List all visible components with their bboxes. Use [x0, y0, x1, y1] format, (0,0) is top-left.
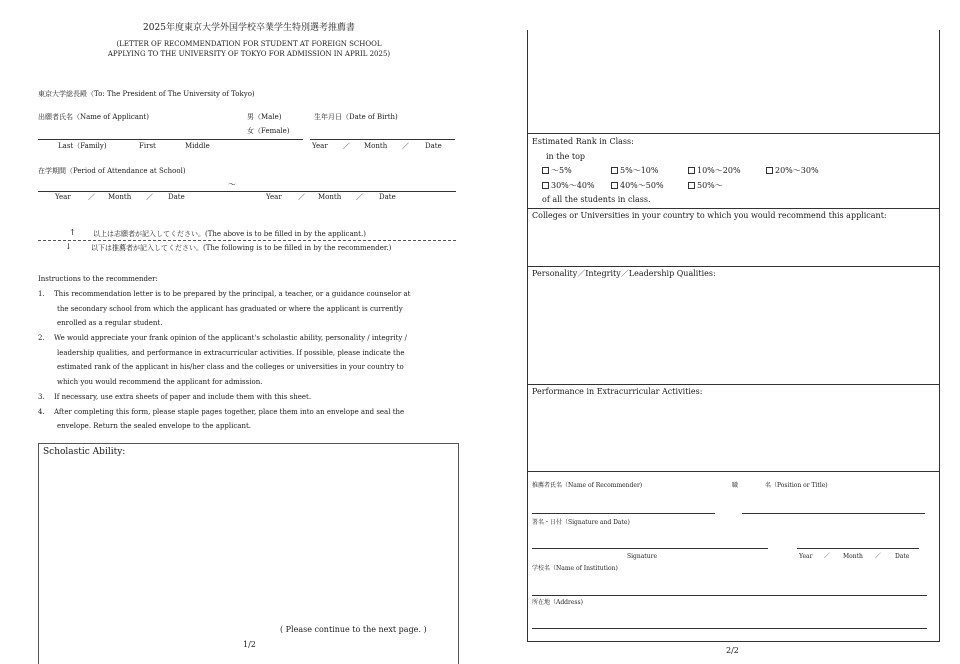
institution-line[interactable]	[532, 595, 927, 596]
checkbox-icon	[611, 167, 618, 174]
rank-option-label: 30%～40%	[551, 181, 595, 190]
rank-section-top	[527, 133, 940, 134]
name-middle-label: Middle	[185, 142, 210, 150]
up-arrow-icon: ↑	[69, 228, 76, 237]
rank-title[interactable]: Estimated Rank in Class:	[532, 137, 634, 146]
instruction-line: envelope. Return the sealed envelope to the applicant.	[57, 422, 252, 430]
instruction-number: 2.	[38, 334, 45, 342]
rank-option-50-up[interactable]	[688, 182, 723, 190]
extracurricular-label[interactable]: Performance in Extracurricular Activities:	[532, 387, 703, 396]
applicant-name-line[interactable]	[38, 139, 303, 140]
from-month-label: Month	[108, 193, 132, 201]
scholastic-ability-label: Scholastic Ability:	[43, 447, 126, 457]
colleges-label[interactable]: Colleges or Universities in your country to which you would recommend this applicant:	[532, 211, 887, 220]
instruction-number: 1.	[38, 290, 45, 298]
address-label: 所在地（Address)	[532, 599, 583, 606]
dob-year-label: Year	[312, 142, 328, 150]
period-tilde: ～	[228, 180, 236, 189]
page2-bottom-border	[527, 641, 940, 642]
recommender-name-line[interactable]	[532, 513, 715, 514]
to-month-label: Month	[318, 193, 342, 201]
cut-divider	[38, 240, 456, 241]
date-of-birth-line[interactable]	[310, 139, 455, 140]
instruction-line: estimated rank of the applicant in his/her class and the colleges or universities in your country to	[57, 363, 404, 371]
personality-section-top	[527, 266, 940, 267]
colleges-section-top	[527, 208, 940, 209]
sig-sep-1: ／	[824, 553, 831, 560]
checkbox-icon	[766, 167, 773, 174]
addressee: 東京大学総長殿（To: The President of The University of Tokyo)	[38, 90, 255, 98]
checkbox-icon	[611, 182, 618, 189]
rank-option-20-30[interactable]	[766, 167, 819, 175]
extracurricular-section-top	[527, 384, 940, 385]
signature-caption: Signature	[627, 553, 658, 560]
instructions-title: Instructions to the recommender:	[38, 275, 158, 283]
rank-option-label: ～5%	[551, 166, 572, 175]
rank-option-0-5[interactable]	[542, 167, 572, 175]
position-label-jp: 職	[732, 482, 739, 489]
date-of-birth-label: 生年月日（Date of Birth)	[314, 113, 398, 121]
page-number-1: 1/2	[243, 640, 256, 649]
checkbox-icon	[542, 167, 549, 174]
instruction-line: If necessary, use extra sheets of paper and include them with this sheet.	[54, 393, 312, 401]
dob-sep-2: ／	[402, 142, 409, 150]
name-last-label: Last（Family)	[58, 142, 107, 150]
address-line[interactable]	[532, 628, 927, 629]
rank-option-40-50[interactable]	[611, 182, 664, 190]
female-option[interactable]: 女（Female)	[247, 127, 290, 135]
signature-line[interactable]	[532, 548, 768, 549]
recommender-section-top	[527, 471, 940, 472]
instruction-line: This recommendation letter is to be prepared by the principal, a teacher, or a guidance counselor at	[54, 290, 411, 298]
attendance-line[interactable]	[38, 191, 456, 192]
from-year-label: Year	[55, 193, 71, 201]
institution-label: 学校名（Name of Institution)	[532, 565, 618, 572]
rank-option-label: 40%～50%	[620, 181, 664, 190]
rank-option-label: 50%～	[697, 181, 723, 190]
rank-option-label: 20%～30%	[775, 166, 819, 175]
to-sep-2: ／	[356, 193, 363, 201]
from-sep-2: ／	[146, 193, 153, 201]
to-year-label: Year	[266, 193, 282, 201]
page-number-2: 2/2	[726, 646, 739, 655]
sig-year-label: Year	[799, 553, 813, 560]
checkbox-icon	[688, 182, 695, 189]
recommender-name-label: 推薦者氏名（Name of Recommender)	[532, 482, 643, 489]
above-note: 以上は志願者が記入してください。(The above is to be filled in by the applicant.)	[93, 230, 366, 238]
rank-option-label: 5%～10%	[620, 166, 659, 175]
form-title-jp: 2025年度東京大学外国学校卒業学生特別選考推薦書	[143, 23, 355, 33]
attendance-label: 在学期間（Period of Attendance at School)	[38, 167, 186, 175]
down-arrow-icon: ↓	[65, 242, 72, 251]
dob-sep-1: ／	[343, 142, 350, 150]
dob-date-label: Date	[425, 142, 442, 150]
form-title-en-2: APPLYING TO THE UNIVERSITY OF TOKYO FOR ADMISSION IN APRIL 2025)	[107, 50, 391, 58]
form-title-en-1: (LETTER OF RECOMMENDATION FOR STUDENT AT FOREIGN SCHOOL	[116, 40, 382, 48]
page2-left-border	[527, 30, 528, 642]
dob-month-label: Month	[364, 142, 388, 150]
instruction-number: 3.	[38, 393, 45, 401]
rank-option-label: 10%～20%	[697, 166, 741, 175]
rank-top-label: in the top	[546, 152, 586, 161]
sig-date-label: Date	[895, 553, 910, 560]
male-option[interactable]: 男（Male)	[247, 113, 282, 121]
checkbox-icon	[542, 182, 549, 189]
instruction-line: enrolled as a regular student.	[57, 319, 163, 327]
rank-option-10-20[interactable]	[688, 167, 741, 175]
signature-date-label: 署名・日付（Signature and Date)	[532, 519, 630, 526]
sign-date-line[interactable]	[797, 548, 919, 549]
checkbox-icon	[688, 167, 695, 174]
applicant-name-label: 出願者氏名（Name of Applicant)	[38, 113, 149, 121]
to-date-label: Date	[379, 193, 396, 201]
instruction-line: We would appreciate your frank opinion of the applicant's scholastic ability, personality / integrity /	[54, 334, 407, 342]
instruction-number: 4.	[38, 408, 45, 416]
sig-sep-2: ／	[875, 553, 882, 560]
from-sep-1: ／	[88, 193, 95, 201]
position-line[interactable]	[742, 513, 925, 514]
to-sep-1: ／	[298, 193, 305, 201]
page2-right-border	[939, 30, 940, 642]
continue-note: ( Please continue to the next page. )	[280, 625, 427, 634]
rank-footer: of all the students in class.	[542, 195, 651, 204]
below-note: 以下は推薦者が記入してください。(The following is to be filled in by the recommender.)	[91, 244, 392, 252]
instruction-line: which you would recommend the applicant for admission.	[57, 378, 263, 386]
position-label: 名（Position or Title)	[765, 482, 828, 489]
rank-option-5-10[interactable]	[611, 167, 658, 175]
sig-month-label: Month	[843, 553, 863, 560]
instruction-line: leadership qualities, and performance in extracurricular activities. If possible, please indicate the	[57, 349, 405, 357]
rank-option-30-40[interactable]	[542, 182, 595, 190]
instruction-line: After completing this form, please staple pages together, place them into an envelope and seal the	[54, 408, 405, 416]
from-date-label: Date	[168, 193, 185, 201]
name-first-label: First	[139, 142, 156, 150]
instruction-line: the secondary school from which the applicant has graduated or where the applicant is currently	[57, 305, 403, 313]
personality-label[interactable]: Personality／Integrity／Leadership Qualities:	[532, 269, 716, 278]
